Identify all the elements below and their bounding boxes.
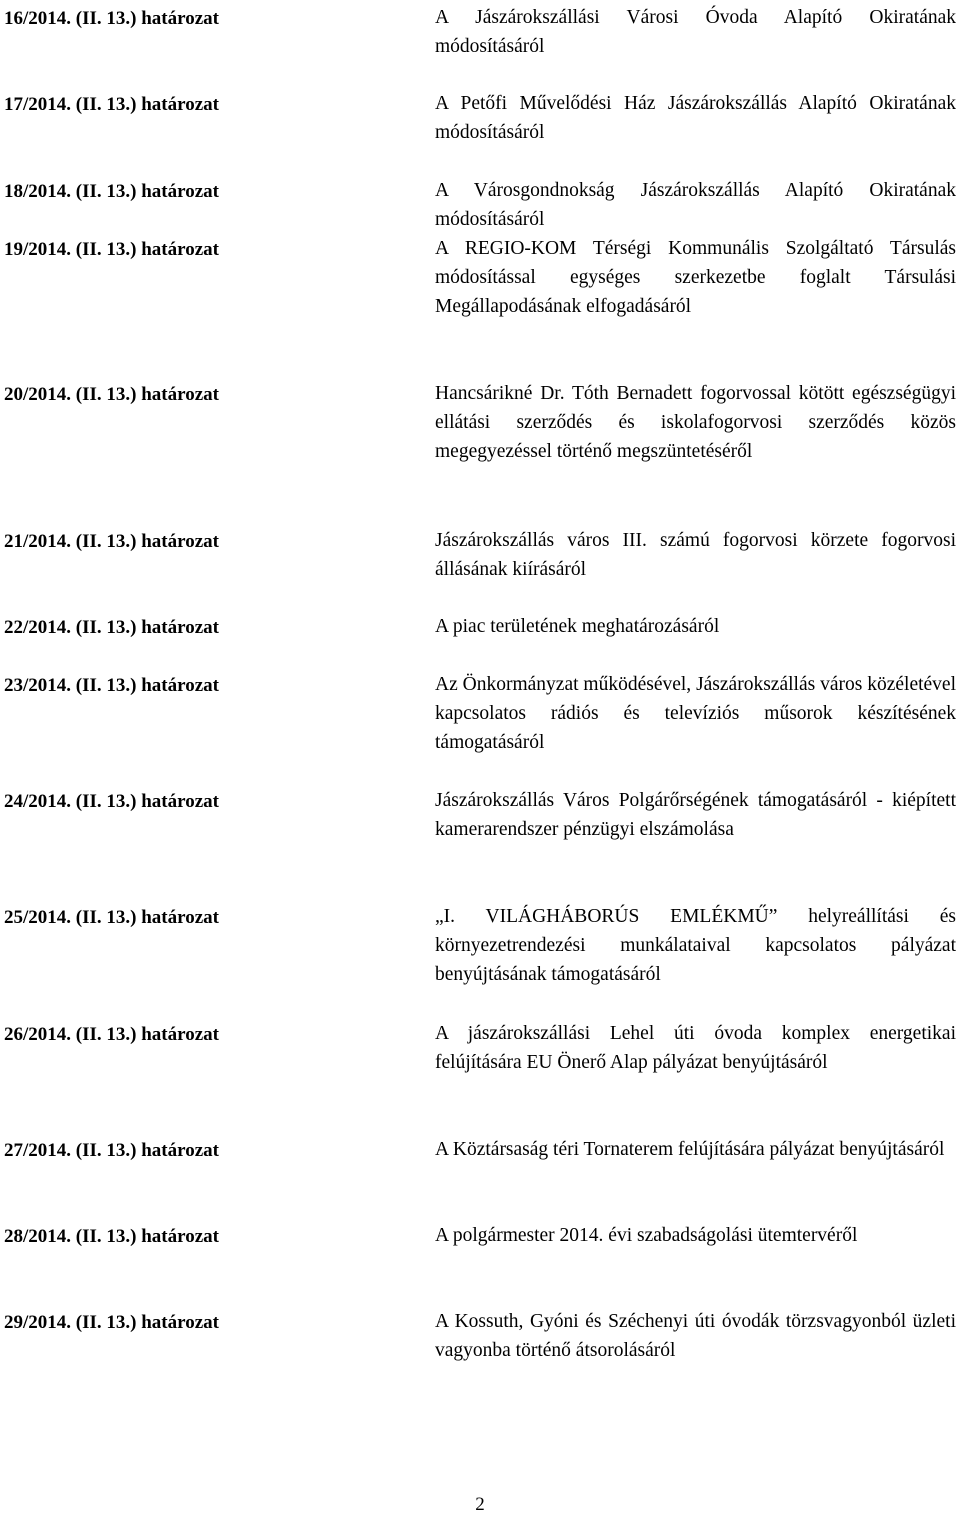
resolution-number: 24/2014. (II. 13.) határozat xyxy=(4,791,219,812)
resolution-number: 29/2014. (II. 13.) határozat xyxy=(4,1312,219,1333)
resolution-subject: Jászárokszállás Város Polgárőrségének támogatásáról - kiépített kamerarendszer pénzügyi elszámolása xyxy=(435,790,956,840)
resolution-number: 17/2014. (II. 13.) határozat xyxy=(4,94,219,115)
resolution-number: 19/2014. (II. 13.) határozat xyxy=(4,239,219,260)
resolution-subject: A Jászárokszállási Városi Óvoda Alapító Okiratának módosításáról xyxy=(435,7,956,57)
resolution-number: 18/2014. (II. 13.) határozat xyxy=(4,181,219,202)
resolution-subject: A Kossuth, Gyóni és Széchenyi úti óvodák törzsvagyonból üzleti vagyonba történő átsorolásáról xyxy=(435,1311,956,1361)
resolution-subject: A polgármester 2014. évi szabadságolási ütemtervéről xyxy=(435,1225,858,1246)
resolution-subject: Jászárokszállás város III. számú fogorvosi körzete fogorvosi állásának kiírásáról xyxy=(435,530,956,580)
resolution-subject: A REGIO-KOM Térségi Kommunális Szolgáltató Társulás módosítással egységes szerkezetbe foglalt Társulási Megállapodásának elfogadásáról xyxy=(435,238,956,317)
resolution-number: 16/2014. (II. 13.) határozat xyxy=(4,8,219,29)
resolution-number: 23/2014. (II. 13.) határozat xyxy=(4,675,219,696)
resolution-number: 25/2014. (II. 13.) határozat xyxy=(4,907,219,928)
resolution-subject: Az Önkormányzat működésével, Jászárokszállás város közéletével kapcsolatos rádiós és televíziós műsorok készítésének támogatásáról xyxy=(435,674,956,753)
resolution-subject: A jászárokszállási Lehel úti óvoda komplex energetikai felújítására EU Önerő Alap pályázat benyújtásáról xyxy=(435,1023,956,1073)
resolution-subject: „I. VILÁGHÁBORÚS EMLÉKMŰ” helyreállítási és környezetrendezési munkálataival kapcsolatos pályázat benyújtásának támogatásáról xyxy=(435,906,956,985)
resolution-subject: Hancsárikné Dr. Tóth Bernadett fogorvossal kötött egészségügyi ellátási szerződés és iskolafogorvosi szerződés közös megegyezéssel történő megszüntetéséről xyxy=(435,383,956,462)
resolution-number: 27/2014. (II. 13.) határozat xyxy=(4,1140,219,1161)
resolution-subject: A Petőfi Művelődési Ház Jászárokszállás Alapító Okiratának módosításáról xyxy=(435,93,956,143)
resolution-number: 28/2014. (II. 13.) határozat xyxy=(4,1226,219,1247)
resolution-subject: A Köztársaság téri Tornaterem felújítására pályázat benyújtásáról xyxy=(435,1139,945,1160)
resolution-number: 20/2014. (II. 13.) határozat xyxy=(4,384,219,405)
resolution-number: 26/2014. (II. 13.) határozat xyxy=(4,1024,219,1045)
resolution-number: 21/2014. (II. 13.) határozat xyxy=(4,531,219,552)
resolution-number: 22/2014. (II. 13.) határozat xyxy=(4,617,219,638)
resolution-subject: A piac területének meghatározásáról xyxy=(435,616,720,637)
page-number: 2 xyxy=(475,1494,485,1515)
resolution-subject: A Városgondnokság Jászárokszállás Alapító Okiratának módosításáról xyxy=(435,180,956,230)
